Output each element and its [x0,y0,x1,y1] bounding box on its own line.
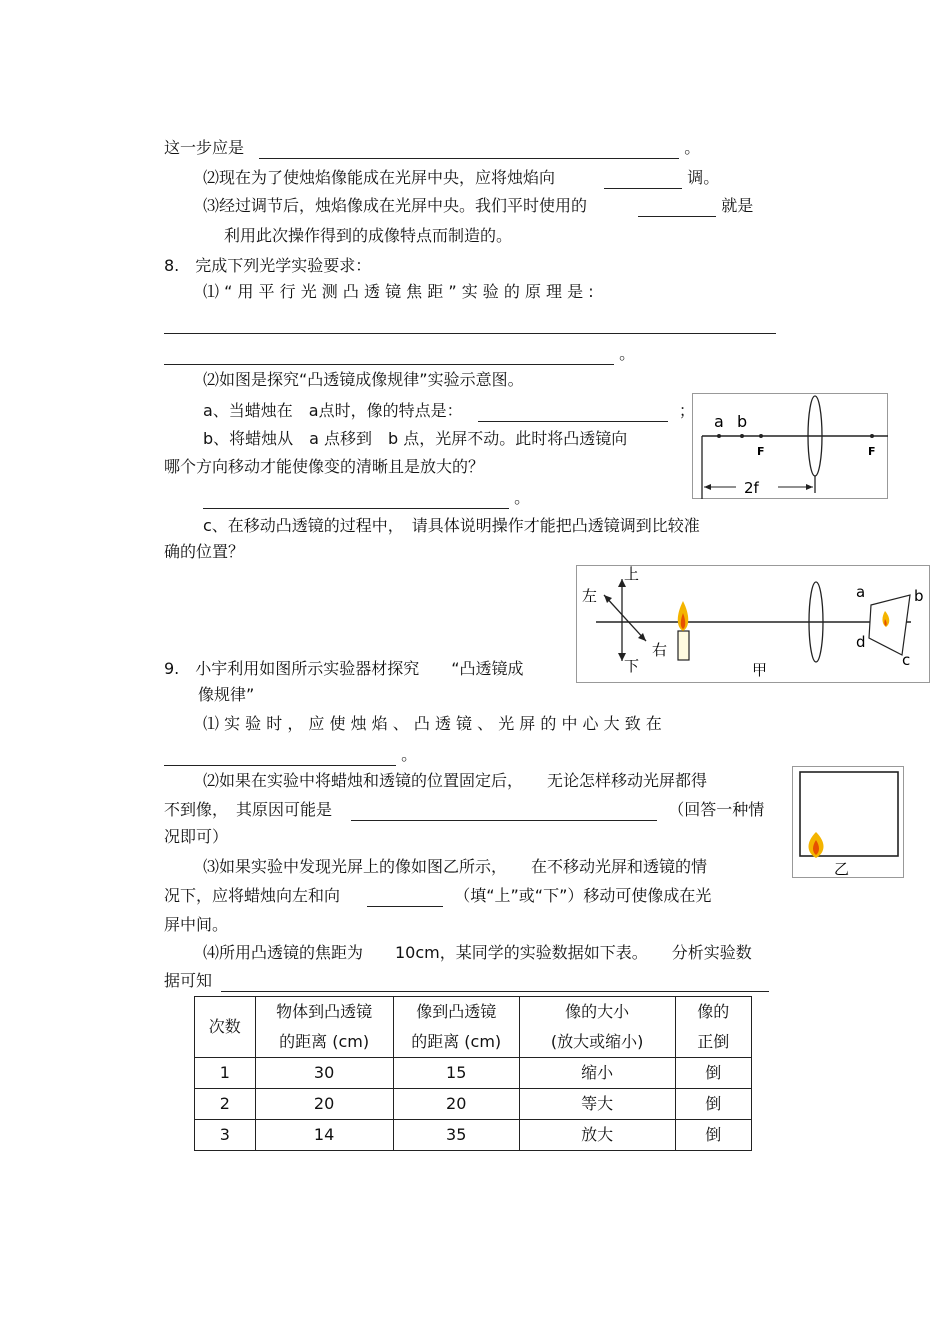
question-8-1: ⑴ “ 用 平 行 光 测 凸 透 镜 焦 距 ” 实 验 的 原 理 是 : [203,282,594,301]
question-8-2b-cont: 哪个方向移动才能使像变的清晰且是放大的？ [164,457,485,476]
question-9-1: ⑴ 实 验 时 ， 应 使 烛 焰 、 凸 透 镜 、 光 屏 的 中 心 大 致 在 [203,714,662,733]
question-9-4-cont: 据可知 [164,970,769,992]
experiment-setup-figure [576,565,930,683]
table-row: 1 30 15 缩小 倒 [195,1058,752,1089]
lens-diagram-figure [692,393,888,499]
header-image-size: 像的大小 (放大或缩小) [519,997,675,1058]
label-left: 左 [582,587,598,605]
question-8-2: ⑵如图是探究“凸透镜成像规律”实验示意图。 [203,370,524,389]
answer-line-9-1: 。 [164,744,417,766]
answer-blank[interactable] [638,200,716,217]
label-b: b [737,412,748,431]
question-9-2-cont: 不到像， 其原因可能是 （回答一种情 [164,800,765,819]
header-orientation: 像的 正倒 [675,997,751,1058]
label-f-left: F [757,445,765,458]
answer-line-8b: 。 [203,487,530,509]
answer-line-1 [164,312,776,334]
label-up: 上 [624,565,640,583]
label-a: a [856,583,866,601]
question-9-3-cont: 况下，应将蜡烛向左和向 （填“上”或“下”）移动可使像成在光 [164,886,712,905]
table-row: 2 20 20 等大 倒 [195,1089,752,1120]
label-2f: 2f [744,479,759,497]
question-9-3: ⑶如果实验中发现光屏上的像如图乙所示， 在不移动光屏和透镜的情 [203,857,708,876]
answer-blank[interactable] [478,405,668,422]
question-7-3: ⑶经过调节后，烛焰像成在光屏中央。我们平时使用的 就是 [203,196,754,215]
header-object-distance: 物体到凸透镜 的距离 (cm) [255,997,393,1058]
answer-blank[interactable] [367,890,443,907]
line-step: 这一步应是 。 [164,138,701,157]
figure-caption-jia: 甲 [752,661,768,679]
experiment-data-table [194,996,752,1151]
question-8-title: 8. 完成下列光学实验要求： [164,256,372,275]
answer-blank[interactable] [164,749,396,766]
label-f-right: F [868,445,876,458]
answer-blank[interactable] [259,142,679,159]
answer-blank[interactable] [604,172,682,189]
answer-blank[interactable] [203,492,509,509]
table-row: 3 14 35 放大 倒 [195,1120,752,1151]
header-image-distance: 像到凸透镜 的距离 (cm) [393,997,519,1058]
answer-blank[interactable] [221,975,769,992]
label-right: 右 [652,641,668,659]
label-b: b [914,587,924,605]
question-9-2: ⑵如果在实验中将蜡烛和透镜的位置固定后， 无论怎样移动光屏都得 [203,771,708,790]
question-9-title: 9. 小宇利用如图所示实验器材探究 “凸透镜成 [164,659,524,678]
answer-blank[interactable] [351,804,657,821]
label-d: d [856,633,866,651]
label-a: a [714,412,724,431]
question-9-title-cont: 像规律” [198,685,255,704]
answer-line-2: 。 [164,343,635,365]
question-9-4: ⑷所用凸透镜的焦距为 10cm，某同学的实验数据如下表。 分析实验数 [203,943,752,962]
question-8-2b: b、将蜡烛从 a 点移到 b 点，光屏不动。此时将凸透镜向 [203,429,628,448]
question-9-3-cont2: 屏中间。 [164,915,229,934]
question-9-2-cont2: 况即可） [164,827,229,846]
answer-blank[interactable] [164,348,614,365]
question-8-2a: a、当蜡烛在 a点时，像的特点是： ； [203,401,695,420]
screen-image-figure [792,766,904,878]
question-7-3-cont: 利用此次操作得到的成像特点而制造的。 [224,226,513,245]
label-down: 下 [624,657,640,675]
figure-caption-yi: 乙 [834,860,850,878]
answer-blank[interactable] [164,317,776,334]
question-7-2: ⑵现在为了使烛焰像能成在光屏中央，应将烛焰向 调。 [203,168,720,187]
candle-icon [678,601,689,660]
question-8-2c: c、在移动凸透镜的过程中， 请具体说明操作才能把凸透镜调到比较准 [203,516,700,535]
table-header-row [195,997,752,1058]
label-c: c [902,651,911,669]
question-8-2c-cont: 确的位置？ [164,542,245,561]
header-count: 次数 [195,997,256,1058]
